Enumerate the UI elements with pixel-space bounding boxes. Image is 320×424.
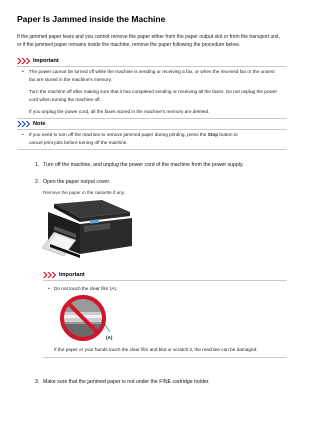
page-title: Paper Is Jammed inside the Machine (17, 14, 166, 24)
printer-illustration (40, 198, 135, 260)
callout-label: (A) (106, 335, 113, 340)
intro-paragraph: If the jammed paper tears and you cannot remove the paper either from the paper output slot or from the transport unit, or if the jammed paper remains inside the machine, remove the paper following the procedure below. (17, 34, 280, 48)
step-3: 3. Make sure that the jammed paper is not under the FINE cartridge holder. (35, 379, 210, 385)
divider (43, 280, 287, 281)
divider (17, 118, 287, 119)
divider (43, 357, 287, 358)
bullet-glyph: • (48, 287, 50, 292)
important-paragraph: Turn the machine off after making sure that it has completed sending or receiving all the faxes. Do not unplug the power cord when turning the machine off. (29, 89, 278, 102)
chevron-right-icon (17, 58, 31, 64)
divider (17, 149, 287, 150)
step-2: 2. Open the paper output cover. (35, 179, 111, 185)
step-1: 1. Turn off the machine, and unplug the power cord of the machine from the power supply. (35, 162, 244, 168)
note-text: If you need to turn off the machine to remove jammed paper during printing, press the Stop button to cancel print jobs before turning off the machine. (29, 132, 238, 145)
important-bullet-text: Do not touch the clear film (A). (54, 286, 118, 291)
chevron-right-icon (43, 272, 57, 278)
note-heading: Note (17, 121, 45, 127)
divider (17, 66, 287, 67)
step-2-note: Remove the paper in the cassette if any. (43, 190, 125, 195)
important-bullet-text: The power cannot be turned off while the machine is sending or receiving a fax, or when the received fax or the unsent fax are stored in the machine's memory. (29, 69, 275, 82)
important-paragraph: If you unplug the power cord, all the faxes stored in the machine's memory are deleted. (29, 109, 210, 114)
important-heading: Important (43, 272, 85, 278)
stop-button-label: Stop (207, 132, 219, 137)
divider (17, 129, 287, 130)
bullet-glyph: • (22, 70, 24, 75)
chevron-right-icon (17, 121, 31, 127)
bullet-glyph: • (22, 133, 24, 138)
important-paragraph: If the paper or your hands touch the clear film and blot or scratch it, the machine can be damaged. (54, 347, 258, 352)
important-heading: Important (17, 58, 59, 64)
